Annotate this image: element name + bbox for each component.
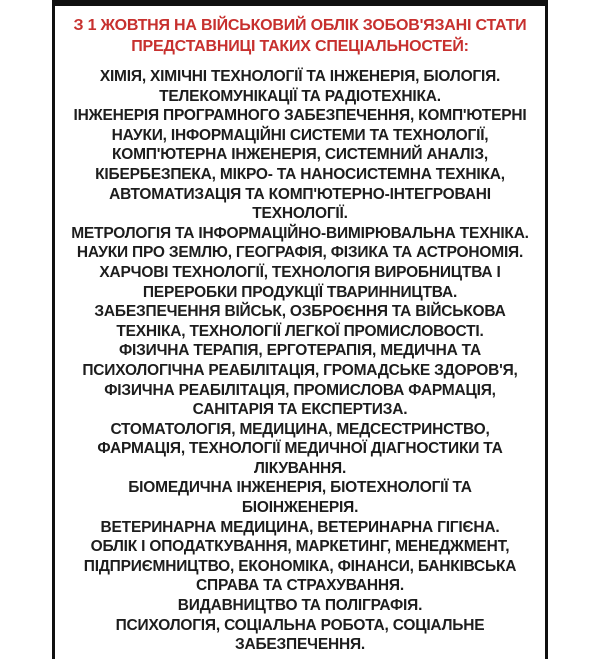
poster-title <box>55 15 545 57</box>
specialty-line: ПЕРЕРОБКИ ПРОДУКЦІЇ ТВАРИННИЦТВА. <box>142 283 458 301</box>
poster-panel <box>52 0 548 659</box>
specialty-line: ВИДАВНИЦТВО ТА ПОЛІГРАФІЯ. <box>177 597 423 615</box>
specialty-line: ПСИХОЛОГІЯ, СОЦІАЛЬНА РОБОТА, СОЦІАЛЬНЕ <box>115 616 485 634</box>
specialty-line: ОБЛІК І ОПОДАТКУВАННЯ, МАРКЕТИНГ, МЕНЕДЖМЕНТ, <box>90 538 510 556</box>
specialty-line: ВЕТЕРИНАРНА МЕДИЦИНА, ВЕТЕРИНАРНА ГІГІЄНА. <box>100 518 500 536</box>
specialty-line: БІОІНЖЕНЕРІЯ. <box>241 499 359 517</box>
specialty-line: ЗАБЕЗПЕЧЕННЯ ВІЙСЬК, ОЗБРОЄННЯ ТА ВІЙСЬКОВА <box>94 303 506 321</box>
top-black-bar <box>55 0 545 6</box>
specialty-line: САНІТАРІЯ ТА ЕКСПЕРТИЗА. <box>192 401 408 419</box>
specialty-line: МЕТРОЛОГІЯ ТА ІНФОРМАЦІЙНО-ВИМІРЮВАЛЬНА ТЕХНІКА. <box>71 224 529 242</box>
specialty-line: СПРАВА ТА СТРАХУВАННЯ. <box>196 577 404 595</box>
specialty-line: НАУКИ, ІНФОРМАЦІЙНІ СИСТЕМИ ТА ТЕХНОЛОГІЇ, <box>111 126 489 144</box>
specialty-line: ХІМІЯ, ХІМІЧНІ ТЕХНОЛОГІЇ ТА ІНЖЕНЕРІЯ, БІОЛОГІЯ. <box>99 68 501 85</box>
specialty-line: КОМП'ЮТЕРНА ІНЖЕНЕРІЯ, СИСТЕМНИЙ АНАЛІЗ, <box>111 146 489 164</box>
specialty-line: ФАРМАЦІЯ, ТЕХНОЛОГІЇ МЕДИЧНОЇ ДІАГНОСТИКИ ТА <box>97 440 503 458</box>
specialty-line: ТЕЛЕКОМУНІКАЦІЇ ТА РАДІОТЕХНІКА. <box>159 87 441 105</box>
specialty-line: БІОМЕДИЧНА ІНЖЕНЕРІЯ, БІОТЕХНОЛОГІЇ ТА <box>128 479 472 497</box>
specialty-line: ПІДПРИЄМНИЦТВО, ЕКОНОМІКА, ФІНАНСИ, БАНКІВСЬКА <box>83 557 517 575</box>
specialty-line: ФІЗИЧНА РЕАБІЛІТАЦІЯ, ПРОМИСЛОВА ФАРМАЦІЯ, <box>104 381 496 399</box>
specialty-line: ХАРЧОВІ ТЕХНОЛОГІЇ, ТЕХНОЛОГІЯ ВИРОБНИЦТВА І <box>99 263 501 281</box>
specialties-list <box>55 67 545 655</box>
specialty-line: ТЕХНІКА, ТЕХНОЛОГІЇ ЛЕГКОЇ ПРОМИСЛОВОСТІ. <box>116 322 484 340</box>
specialty-line: КІБЕРБЕЗПЕКА, МІКРО- ТА НАНОСИСТЕМНА ТЕХНІКА, <box>95 165 505 183</box>
specialty-line: ПСИХОЛОГІЧНА РЕАБІЛІТАЦІЯ, ГРОМАДСЬКЕ ЗДОРОВ'Я, <box>82 361 518 379</box>
specialty-line: ФІЗИЧНА ТЕРАПІЯ, ЕРГОТЕРАПІЯ, МЕДИЧНА ТА <box>119 342 481 360</box>
specialty-line: ТЕХНОЛОГІЇ. <box>252 205 348 223</box>
specialty-line: СТОМАТОЛОГІЯ, МЕДИЦИНА, МЕДСЕСТРИНСТВО, <box>110 420 490 438</box>
specialty-line: ЛІКУВАННЯ. <box>253 459 347 477</box>
poster-title-line: ПРЕДСТАВНИЦІ ТАКИХ СПЕЦІАЛЬНОСТЕЙ: <box>131 38 469 55</box>
poster-title-line: З 1 ЖОВТНЯ НА ВІЙСЬКОВИЙ ОБЛІК ЗОБОВ'ЯЗАНІ СТАТИ <box>73 17 527 34</box>
specialty-line: ЗАБЕЗПЕЧЕННЯ. <box>234 636 366 654</box>
specialty-line: НАУКИ ПРО ЗЕМЛЮ, ГЕОГРАФІЯ, ФІЗИКА ТА АСТРОНОМІЯ. <box>76 244 524 262</box>
specialty-line: ІНЖЕНЕРІЯ ПРОГРАМНОГО ЗАБЕЗПЕЧЕННЯ, КОМП'ЮТЕРНІ <box>73 107 527 125</box>
specialty-line: АВТОМАТИЗАЦІЯ ТА КОМП'ЮТЕРНО-ІНТЕГРОВАНІ <box>109 185 491 203</box>
